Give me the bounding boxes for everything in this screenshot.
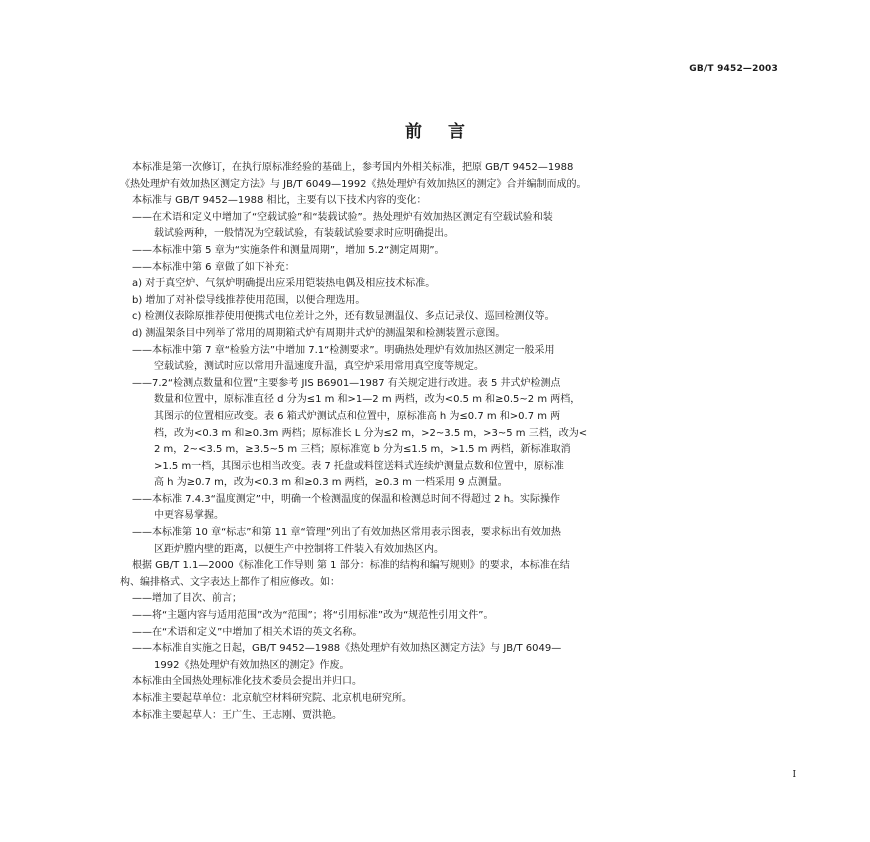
text-line: 《热处理炉有效加热区测定方法》与 JB/T 6049—1992《热处理炉有效加热区的测定》合并编制而成的。: [120, 178, 587, 190]
text-line: 本标准是第一次修订，在执行原标准经验的基础上，参考国内外相关标准，把原 GB/T 9452—1988: [132, 162, 574, 173]
text-line: ——增加了目次、前言；: [132, 593, 242, 605]
text-line: b) 增加了对补偿导线推荐使用范围，以便合理选用。: [132, 294, 366, 306]
text-line: 构、编排格式、文字表达上都作了相应修改。如：: [120, 576, 340, 588]
text-line: ——在术语和定义中增加了“空载试验”和“装载试验”。热处理炉有效加热区测定有空载试验和装: [132, 211, 553, 223]
text-line: c) 检测仪表除原推荐使用便携式电位差计之外，还有数显测温仪、多点记录仪、巡回检测仪等。: [132, 311, 555, 323]
standard-number: GB/T 9452—2003: [689, 64, 778, 74]
text-line: 中更容易掌握。: [154, 510, 224, 522]
text-line: 载试验两种，一般情况为空载试验，有装载试验要求时应明确提出。: [154, 228, 454, 240]
text-line: 空载试验，测试时应以常用升温速度升温，真空炉采用常用真空度等规定。: [154, 361, 484, 373]
text-line: 档，改为<0.3 m 和≥0.3m 两档；原标准长 L 分为≤2 m，>2~3.5 m，>3~5 m 三档，改为<: [154, 427, 588, 439]
text-line: >1.5 m一档，其图示也相当改变。表 7 托盘或料筐送料式连续炉测量点数和位置中，原标准: [154, 460, 564, 472]
text-line: d) 测温架条目中列举了常用的周期箱式炉有周期井式炉的测温架和检测装置示意图。: [132, 327, 506, 339]
text-line: ——将“主题内容与适用范围”改为“范围”；将“引用标准”改为“规范性引用文件”。: [132, 610, 494, 622]
text-line: 本标准主要起草人：王广生、王志刚、贾洪艳。: [132, 709, 342, 721]
text-line: 根据 GB/T 1.1—2000《标准化工作导则 第 1 部分：标准的结构和编写规则》的要求，本标准在结: [132, 560, 570, 572]
text-line: 区距炉膛内壁的距离，以便生产中控制将工件装入有效加热区内。: [154, 543, 444, 555]
text-line: 其图示的位置相应改变。表 6 箱式炉测试点和位置中，原标准高 h 为≤0.7 m 和>0.7 m 两: [154, 410, 561, 422]
text-line: 数量和位置中，原标准直径 d 分为≤1 m 和>1—2 m 两档，改为<0.5 m 和≥0.5~2 m 两档，: [154, 394, 581, 406]
text-line: ——7.2“检测点数量和位置”主要参考 JIS B6901—1987 有关规定进行改进。表 5 井式炉检测点: [132, 377, 561, 389]
text-line: a) 对于真空炉、气氛炉明确提出应采用铠装热电偶及相应技术标准。: [132, 278, 436, 290]
page-number: I: [792, 770, 796, 780]
text-line: ——本标准第 10 章“标志”和第 11 章“管理”列出了有效加热区常用表示图表，要求标出有效加热: [132, 527, 561, 539]
text-line: 1992《热处理炉有效加热区的测定》作废。: [154, 659, 350, 671]
text-line: 本标准与 GB/T 9452—1988 相比，主要有以下技术内容的变化：: [132, 195, 427, 207]
page-title: 前言: [405, 122, 491, 142]
foreword-body: [120, 160, 780, 724]
text-line: ——本标准中第 7 章“检验方法”中增加 7.1“检测要求”。明确热处理炉有效加热区测定一般采用: [132, 344, 555, 356]
text-line: 高 h 为≥0.7 m，改为<0.3 m 和≥0.3 m 两档，≥0.3 m 一档采用 9 点测量。: [154, 477, 508, 489]
text-line: 本标准由全国热处理标准化技术委员会提出并归口。: [132, 676, 362, 688]
text-line: ——本标准 7.4.3“温度测定”中，明确一个检测温度的保温和检测总时间不得超过 2 h。实际操作: [132, 493, 561, 505]
text-line: ——本标准自实施之日起，GB/T 9452—1988《热处理炉有效加热区测定方法》与 JB/T 6049—: [132, 643, 562, 655]
text-line: 2 m，2~<3.5 m，≥3.5~5 m 三档；原标准宽 b 分为≤1.5 m，>1.5 m 两档，新标准取消: [154, 444, 571, 456]
text-line: 本标准主要起草单位：北京航空材料研究院、北京机电研究所。: [132, 693, 412, 704]
text-line: ——本标准中第 6 章做了如下补充：: [132, 261, 295, 273]
text-line: ——在“术语和定义”中增加了相关术语的英文名称。: [132, 626, 363, 638]
text-line: ——本标准中第 5 章为“实施条件和测量周期”，增加 5.2“测定周期”。: [132, 244, 445, 256]
